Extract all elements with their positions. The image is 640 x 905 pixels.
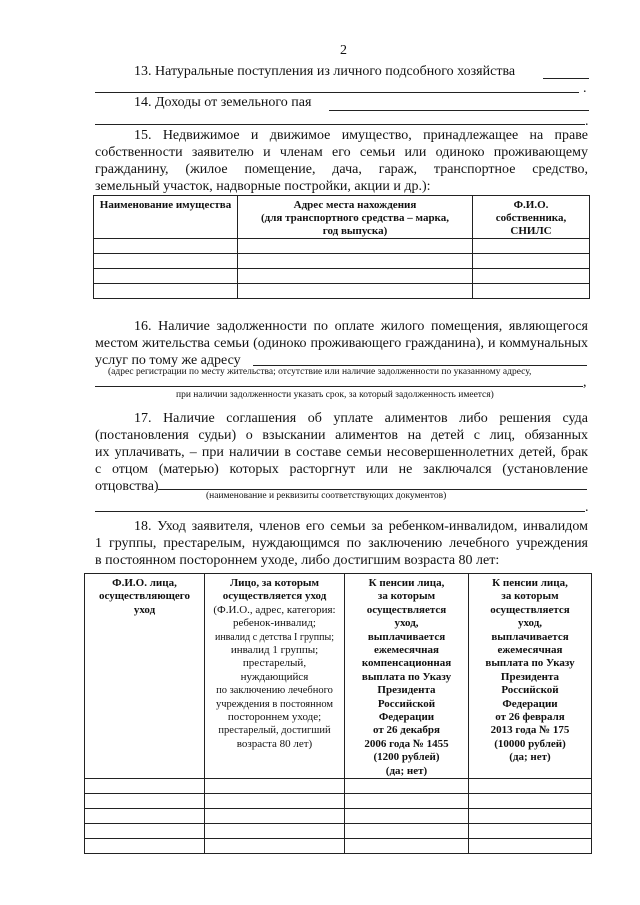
item14-dot: . bbox=[585, 114, 589, 129]
table-row bbox=[94, 254, 590, 269]
item16-fill-line-2[interactable] bbox=[95, 386, 583, 387]
item13-fill-line-2[interactable] bbox=[95, 92, 579, 93]
care-header-payment-1455: К пенсии лица, за которым осуществляется уход, выплачивается ежемесячная компенсационная выплата по Указу Президента Российской Федерации от 26 декабря 2006 года № 1455 (1200 рублей) (да; нет) bbox=[345, 574, 469, 779]
item17-fill-line-2[interactable] bbox=[95, 511, 585, 512]
page-number: 2 bbox=[340, 43, 347, 58]
care-header-payment-175: К пенсии лица, за которым осуществляется уход, выплачивается ежемесячная выплата по Указу Президента Российской Федерации от 26 февраля 2013 года № 175 (10000 рублей) (да; нет) bbox=[469, 574, 592, 779]
item18-line: 1 группы, престарелым, нуждающимся по заключению лечебного учреждения bbox=[95, 536, 588, 551]
item15-line: собственности заявителю и членам его семьи или одиноко проживающему bbox=[95, 145, 588, 160]
item18-line: в постоянном постороннем уходе, либо достигшим возраста 80 лет: bbox=[95, 553, 500, 568]
table-row bbox=[85, 794, 592, 809]
item13-fill-line[interactable] bbox=[543, 78, 589, 79]
item17-line: отцовства) bbox=[95, 479, 159, 494]
property-table bbox=[93, 195, 590, 299]
item15-line: 15. Недвижимое и движимое имущество, принадлежащее на праве bbox=[134, 128, 588, 143]
item16-paragraph bbox=[95, 318, 588, 369]
item15-line: земельный участок, надворные постройки, акции и др.): bbox=[95, 179, 431, 194]
item15-paragraph bbox=[95, 127, 588, 195]
item18-paragraph bbox=[95, 518, 588, 569]
care-header-caregiver: Ф.И.О. лица, осуществляющего уход bbox=[85, 574, 205, 779]
table-row bbox=[94, 269, 590, 284]
property-header-address: Адрес места нахождения (для транспортного средства – марка, год выпуска) bbox=[238, 196, 473, 239]
item17-line: с отцом (матерью) которых расторгнут или не заключался (установление bbox=[95, 462, 588, 477]
item16-comma: , bbox=[583, 375, 587, 390]
table-row bbox=[94, 284, 590, 299]
item18-line: 18. Уход заявителя, членов его семьи за ребенком-инвалидом, инвалидом bbox=[134, 519, 588, 534]
table-row bbox=[85, 824, 592, 839]
item14-text: 14. Доходы от земельного пая bbox=[134, 95, 312, 110]
table-row bbox=[85, 839, 592, 854]
item16-line: услуг по тому же адресу bbox=[95, 353, 241, 368]
table-row bbox=[85, 809, 592, 824]
care-header-cared-person: Лицо, за которым осуществляется уход (Ф.И.О., адрес, категория: ребенок-инвалид; инвалид с детства I группы; инвалид 1 группы; престарелый, нуждающийся по заключению лечебного учреждения в постоянном постороннем уходе; престарелый, достигший возраста 80 лет) bbox=[205, 574, 345, 779]
item14-fill-line[interactable] bbox=[329, 110, 589, 111]
item16-note-1: (адрес регистрации по месту жительства; отсутствие или наличие задолженности по указанному адресу, bbox=[108, 367, 532, 377]
item17-note: (наименование и реквизиты соответствующих документов) bbox=[206, 491, 447, 501]
item13-text: 13. Натуральные поступления из личного подсобного хозяйства bbox=[134, 64, 516, 79]
item17-paragraph bbox=[95, 410, 588, 495]
table-row bbox=[94, 239, 590, 254]
item16-line: 16. Наличие задолженности по оплате жилого помещения, являющегося bbox=[134, 319, 588, 334]
item17-line: (постановления судьи) о взыскании алиментов на детей с лиц, обязанных bbox=[95, 428, 588, 443]
item17-line: их уплачивать, – при наличии в составе семьи несовершеннолетних детей, брак bbox=[95, 445, 588, 460]
item13-dot: . bbox=[583, 81, 587, 96]
care-table bbox=[84, 573, 592, 854]
item16-note-2: при наличии задолженности указать срок, за который задолженность имеется) bbox=[176, 390, 494, 400]
item17-dot: . bbox=[585, 500, 589, 515]
item15-line: гражданину, (жилое помещение, дача, гараж, транспортное средство, bbox=[95, 162, 588, 177]
item16-line: местом жительства семьи (одиноко проживающего гражданина), и коммунальных bbox=[95, 336, 588, 351]
property-header-name: Наименование имущества bbox=[94, 196, 238, 239]
item17-line: 17. Наличие соглашения об уплате алиментов либо решения суда bbox=[134, 411, 588, 426]
item14-fill-line-2[interactable] bbox=[95, 124, 585, 125]
table-row bbox=[85, 779, 592, 794]
property-header-owner: Ф.И.О. собственника, СНИЛС bbox=[473, 196, 590, 239]
